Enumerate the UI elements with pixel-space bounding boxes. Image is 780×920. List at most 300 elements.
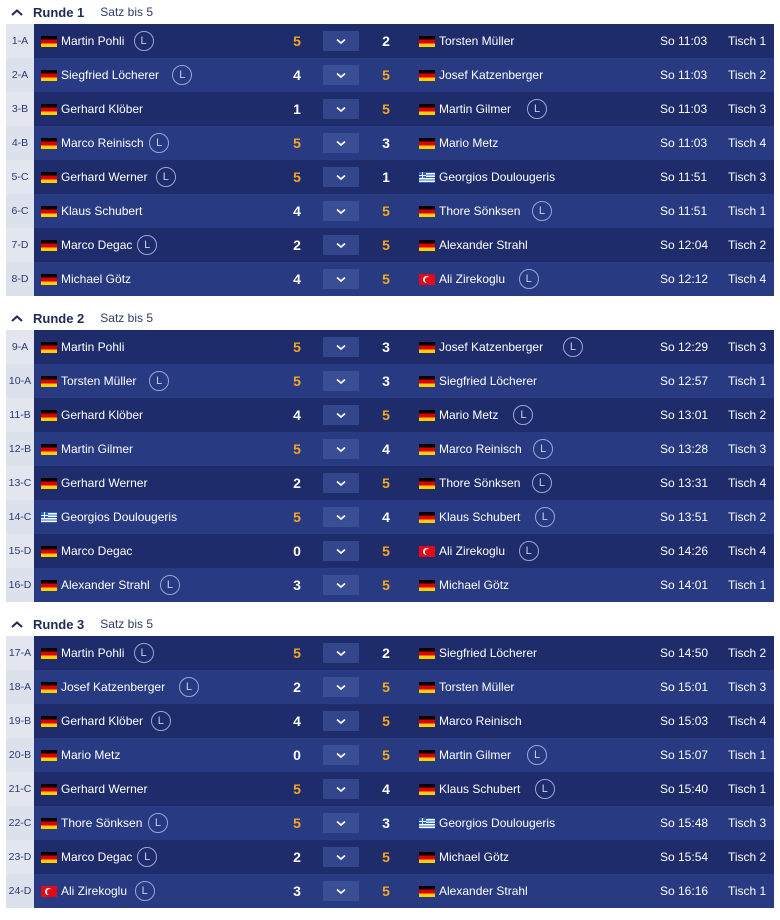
round-header[interactable] bbox=[0, 306, 780, 330]
player-one-score: 5 bbox=[293, 135, 301, 151]
table-number: Tisch 4 bbox=[728, 714, 767, 728]
player-one-score: 4 bbox=[293, 67, 301, 83]
table-number: Tisch 1 bbox=[728, 204, 767, 218]
player-two-score: 5 bbox=[382, 747, 390, 763]
table-number: Tisch 1 bbox=[728, 34, 767, 48]
chevron-down-icon bbox=[335, 446, 347, 453]
player-one-name[interactable]: Ali Zirekoglu bbox=[61, 884, 128, 898]
match-time: So 14:26 bbox=[660, 544, 709, 558]
match-time: So 13:01 bbox=[660, 408, 709, 422]
l-badge-icon: L bbox=[172, 65, 192, 85]
l-badge-icon: L bbox=[135, 881, 155, 901]
table-number: Tisch 4 bbox=[728, 136, 767, 150]
player-two-score: 2 bbox=[382, 645, 390, 661]
player-one-name[interactable]: Gerhard Klöber bbox=[61, 714, 144, 728]
player-two-score: 5 bbox=[382, 849, 390, 865]
gr-flag-icon bbox=[419, 172, 435, 183]
match-time: So 13:31 bbox=[660, 476, 709, 490]
match-code: 11-B bbox=[6, 398, 34, 432]
player-two-name[interactable]: Michael Götz bbox=[439, 578, 510, 592]
table-number: Tisch 3 bbox=[728, 442, 767, 456]
match-code: 23-D bbox=[6, 840, 34, 874]
l-badge-icon: L bbox=[134, 643, 154, 663]
table-number: Tisch 2 bbox=[728, 68, 767, 82]
de-flag-icon bbox=[41, 580, 57, 591]
match-time: So 11:03 bbox=[660, 68, 708, 82]
de-flag-icon bbox=[41, 716, 57, 727]
match-row[interactable] bbox=[6, 534, 774, 568]
player-two-name[interactable]: Marco Reinisch bbox=[439, 714, 522, 728]
player-one-name[interactable]: Martin Pohli bbox=[61, 34, 125, 48]
expand-match-button[interactable] bbox=[323, 167, 359, 187]
match-time: So 14:01 bbox=[660, 578, 709, 592]
player-two-name[interactable]: Siegfried Löcherer bbox=[439, 646, 538, 660]
chevron-up-icon[interactable] bbox=[10, 7, 26, 17]
match-time: So 11:03 bbox=[660, 136, 708, 150]
chevron-down-icon bbox=[335, 276, 347, 283]
player-two-name[interactable]: Torsten Müller bbox=[439, 680, 515, 694]
match-row[interactable] bbox=[6, 806, 774, 840]
de-flag-icon bbox=[419, 444, 435, 455]
de-flag-icon bbox=[419, 410, 435, 421]
player-one-score: 4 bbox=[293, 713, 301, 729]
l-badge-icon: L bbox=[149, 371, 169, 391]
player-one-score: 5 bbox=[293, 169, 301, 185]
de-flag-icon bbox=[41, 274, 57, 285]
player-one-name[interactable]: Martin Pohli bbox=[61, 646, 125, 660]
l-badge-icon: L bbox=[137, 235, 157, 255]
expand-match-button[interactable] bbox=[323, 439, 359, 459]
round-title: Runde 3 bbox=[33, 616, 85, 632]
expand-match-button[interactable] bbox=[323, 235, 359, 255]
match-table bbox=[6, 330, 774, 602]
player-one-name[interactable]: Gerhard Klöber bbox=[61, 408, 144, 422]
l-badge-icon: L bbox=[519, 541, 539, 561]
match-row[interactable] bbox=[6, 568, 774, 602]
chevron-down-icon bbox=[335, 548, 347, 555]
match-code: 13-C bbox=[6, 466, 34, 500]
table-number: Tisch 2 bbox=[728, 850, 767, 864]
match-time: So 11:51 bbox=[660, 170, 708, 184]
de-flag-icon bbox=[41, 342, 57, 353]
de-flag-icon bbox=[41, 240, 57, 251]
de-flag-icon bbox=[419, 240, 435, 251]
player-one-name[interactable]: Marco Degac bbox=[61, 238, 133, 252]
player-one-score: 1 bbox=[293, 101, 301, 117]
player-one-score: 5 bbox=[293, 441, 301, 457]
player-one-score: 4 bbox=[293, 271, 301, 287]
chevron-down-icon bbox=[335, 140, 347, 147]
match-row[interactable] bbox=[6, 330, 774, 364]
match-time: So 13:51 bbox=[660, 510, 709, 524]
player-two-name[interactable]: Ali Zirekoglu bbox=[439, 544, 506, 558]
expand-match-button[interactable] bbox=[323, 813, 359, 833]
de-flag-icon bbox=[41, 444, 57, 455]
expand-match-button[interactable] bbox=[323, 745, 359, 765]
match-row[interactable] bbox=[6, 160, 774, 194]
player-one-name[interactable]: Marco Degac bbox=[61, 850, 133, 864]
player-two-score: 1 bbox=[382, 169, 390, 185]
player-one-name[interactable]: Gerhard Werner bbox=[61, 782, 148, 796]
l-badge-icon: L bbox=[533, 439, 553, 459]
player-two-name[interactable]: Torsten Müller bbox=[439, 34, 515, 48]
table-number: Tisch 3 bbox=[728, 680, 767, 694]
l-badge-icon: L bbox=[527, 99, 547, 119]
de-flag-icon bbox=[419, 104, 435, 115]
chevron-down-icon bbox=[335, 412, 347, 419]
player-two-score: 3 bbox=[382, 815, 390, 831]
table-number: Tisch 1 bbox=[728, 374, 767, 388]
match-time: So 12:57 bbox=[660, 374, 709, 388]
expand-match-button[interactable] bbox=[323, 133, 359, 153]
table-number: Tisch 1 bbox=[728, 748, 767, 762]
player-two-name[interactable]: Thore Sönksen bbox=[439, 204, 521, 218]
match-row[interactable] bbox=[6, 840, 774, 874]
expand-match-button[interactable] bbox=[323, 575, 359, 595]
player-two-score: 5 bbox=[382, 101, 390, 117]
de-flag-icon bbox=[419, 682, 435, 693]
player-one-name[interactable]: Klaus Schubert bbox=[61, 204, 143, 218]
de-flag-icon bbox=[41, 818, 57, 829]
l-badge-icon: L bbox=[151, 711, 171, 731]
player-one-name[interactable]: Michael Götz bbox=[61, 272, 132, 286]
expand-match-button[interactable] bbox=[323, 99, 359, 119]
de-flag-icon bbox=[41, 852, 57, 863]
match-row[interactable] bbox=[6, 432, 774, 466]
match-code: 8-D bbox=[6, 262, 34, 296]
l-badge-icon: L bbox=[156, 167, 176, 187]
player-one-score: 5 bbox=[293, 781, 301, 797]
l-badge-icon: L bbox=[149, 133, 169, 153]
player-two-score: 5 bbox=[382, 237, 390, 253]
player-one-score: 5 bbox=[293, 645, 301, 661]
chevron-down-icon bbox=[335, 242, 347, 249]
player-two-score: 4 bbox=[382, 441, 390, 457]
player-one-score: 4 bbox=[293, 407, 301, 423]
match-time: So 16:16 bbox=[660, 884, 709, 898]
chevron-down-icon bbox=[335, 514, 347, 521]
expand-match-button[interactable] bbox=[323, 405, 359, 425]
match-time: So 11:51 bbox=[660, 204, 708, 218]
player-two-score: 5 bbox=[382, 713, 390, 729]
de-flag-icon bbox=[41, 36, 57, 47]
gr-flag-icon bbox=[419, 818, 435, 829]
de-flag-icon bbox=[41, 172, 57, 183]
de-flag-icon bbox=[419, 716, 435, 727]
match-row[interactable] bbox=[6, 364, 774, 398]
de-flag-icon bbox=[41, 70, 57, 81]
player-one-score: 3 bbox=[293, 577, 301, 593]
expand-match-button[interactable] bbox=[323, 65, 359, 85]
match-row[interactable] bbox=[6, 262, 774, 296]
player-one-name[interactable]: Torsten Müller bbox=[61, 374, 137, 388]
player-two-score: 3 bbox=[382, 373, 390, 389]
match-code: 18-A bbox=[6, 670, 34, 704]
match-time: So 15:03 bbox=[660, 714, 709, 728]
l-badge-icon: L bbox=[160, 575, 180, 595]
expand-match-button[interactable] bbox=[323, 779, 359, 799]
chevron-down-icon bbox=[335, 854, 347, 861]
player-one-score: 2 bbox=[293, 679, 301, 695]
table-number: Tisch 1 bbox=[728, 782, 767, 796]
player-two-score: 5 bbox=[382, 203, 390, 219]
match-row[interactable] bbox=[6, 738, 774, 772]
de-flag-icon bbox=[41, 206, 57, 217]
expand-match-button[interactable] bbox=[323, 643, 359, 663]
player-two-score: 5 bbox=[382, 407, 390, 423]
tr-flag-icon bbox=[419, 274, 435, 285]
match-code: 24-D bbox=[6, 874, 34, 908]
l-badge-icon: L bbox=[519, 269, 539, 289]
match-time: So 12:12 bbox=[660, 272, 709, 286]
chevron-down-icon bbox=[335, 106, 347, 113]
match-time: So 15:40 bbox=[660, 782, 709, 796]
player-one-score: 5 bbox=[293, 509, 301, 525]
table-number: Tisch 3 bbox=[728, 340, 767, 354]
l-badge-icon: L bbox=[134, 31, 154, 51]
match-code: 14-C bbox=[6, 500, 34, 534]
match-code: 3-B bbox=[6, 92, 34, 126]
expand-match-button[interactable] bbox=[323, 201, 359, 221]
player-two-score: 5 bbox=[382, 883, 390, 899]
player-two-score: 3 bbox=[382, 339, 390, 355]
table-number: Tisch 4 bbox=[728, 272, 767, 286]
player-one-name[interactable]: Gerhard Klöber bbox=[61, 102, 144, 116]
expand-match-button[interactable] bbox=[323, 31, 359, 51]
match-row[interactable] bbox=[6, 874, 774, 908]
player-one-name[interactable]: Gerhard Werner bbox=[61, 476, 148, 490]
expand-match-button[interactable] bbox=[323, 711, 359, 731]
de-flag-icon bbox=[41, 682, 57, 693]
player-two-score: 2 bbox=[382, 33, 390, 49]
player-two-name[interactable]: Marco Reinisch bbox=[439, 442, 522, 456]
player-one-score: 2 bbox=[293, 475, 301, 491]
table-number: Tisch 4 bbox=[728, 544, 767, 558]
match-row[interactable] bbox=[6, 126, 774, 160]
player-one-score: 5 bbox=[293, 339, 301, 355]
de-flag-icon bbox=[419, 648, 435, 659]
l-badge-icon: L bbox=[513, 405, 533, 425]
chevron-up-icon[interactable] bbox=[10, 619, 26, 629]
de-flag-icon bbox=[419, 580, 435, 591]
chevron-down-icon bbox=[335, 786, 347, 793]
match-time: So 12:04 bbox=[660, 238, 709, 252]
match-time: So 12:29 bbox=[660, 340, 709, 354]
player-two-name[interactable]: Josef Katzenberger bbox=[439, 340, 544, 354]
chevron-down-icon bbox=[335, 378, 347, 385]
match-table bbox=[6, 24, 774, 296]
de-flag-icon bbox=[419, 138, 435, 149]
match-time: So 11:03 bbox=[660, 102, 708, 116]
match-code: 5-C bbox=[6, 160, 34, 194]
player-one-name[interactable]: Josef Katzenberger bbox=[61, 680, 166, 694]
player-one-name[interactable]: Martin Gilmer bbox=[61, 442, 134, 456]
de-flag-icon bbox=[41, 750, 57, 761]
match-code: 2-A bbox=[6, 58, 34, 92]
de-flag-icon bbox=[41, 104, 57, 115]
player-one-score: 0 bbox=[293, 747, 301, 763]
de-flag-icon bbox=[41, 410, 57, 421]
player-two-name[interactable]: Georgios Doulougeris bbox=[439, 170, 556, 184]
chevron-down-icon bbox=[335, 650, 347, 657]
match-code: 17-A bbox=[6, 636, 34, 670]
match-row[interactable] bbox=[6, 398, 774, 432]
player-two-name[interactable]: Klaus Schubert bbox=[439, 510, 521, 524]
player-one-name[interactable]: Gerhard Werner bbox=[61, 170, 148, 184]
player-two-name[interactable]: Thore Sönksen bbox=[439, 476, 521, 490]
de-flag-icon bbox=[419, 206, 435, 217]
expand-match-button[interactable] bbox=[323, 473, 359, 493]
match-row[interactable] bbox=[6, 58, 774, 92]
player-one-name[interactable]: Georgios Doulougeris bbox=[61, 510, 178, 524]
player-two-name[interactable]: Alexander Strahl bbox=[439, 238, 528, 252]
player-two-name[interactable]: Mario Metz bbox=[439, 136, 499, 150]
player-one-name[interactable]: Marco Degac bbox=[61, 544, 133, 558]
round-set-rule: Satz bis 5 bbox=[100, 5, 153, 19]
round-header[interactable] bbox=[0, 612, 780, 636]
player-two-score: 5 bbox=[382, 543, 390, 559]
player-two-name[interactable]: Josef Katzenberger bbox=[439, 68, 544, 82]
match-time: So 15:48 bbox=[660, 816, 709, 830]
chevron-down-icon bbox=[335, 582, 347, 589]
expand-match-button[interactable] bbox=[323, 881, 359, 901]
table-number: Tisch 1 bbox=[728, 578, 767, 592]
round-title: Runde 2 bbox=[33, 310, 85, 326]
chevron-down-icon bbox=[335, 752, 347, 759]
match-row[interactable] bbox=[6, 92, 774, 126]
l-badge-icon: L bbox=[532, 473, 552, 493]
player-one-name[interactable]: Martin Pohli bbox=[61, 340, 125, 354]
match-code: 19-B bbox=[6, 704, 34, 738]
table-number: Tisch 3 bbox=[728, 102, 767, 116]
chevron-down-icon bbox=[335, 38, 347, 45]
player-one-score: 3 bbox=[293, 883, 301, 899]
player-two-name[interactable]: Klaus Schubert bbox=[439, 782, 521, 796]
de-flag-icon bbox=[419, 376, 435, 387]
table-number: Tisch 3 bbox=[728, 816, 767, 830]
match-time: So 15:07 bbox=[660, 748, 709, 762]
l-badge-icon: L bbox=[137, 847, 157, 867]
table-number: Tisch 2 bbox=[728, 408, 767, 422]
player-one-name[interactable]: Mario Metz bbox=[61, 748, 121, 762]
chevron-down-icon bbox=[335, 344, 347, 351]
player-two-score: 5 bbox=[382, 67, 390, 83]
player-one-name[interactable]: Marco Reinisch bbox=[61, 136, 144, 150]
chevron-down-icon bbox=[335, 208, 347, 215]
match-row[interactable] bbox=[6, 704, 774, 738]
player-two-name[interactable]: Michael Götz bbox=[439, 850, 510, 864]
expand-match-button[interactable] bbox=[323, 269, 359, 289]
match-row[interactable] bbox=[6, 670, 774, 704]
player-one-name[interactable]: Thore Sönksen bbox=[61, 816, 143, 830]
match-code: 21-C bbox=[6, 772, 34, 806]
match-row[interactable] bbox=[6, 24, 774, 58]
expand-match-button[interactable] bbox=[323, 337, 359, 357]
player-two-name[interactable]: Martin Gilmer bbox=[439, 102, 512, 116]
expand-match-button[interactable] bbox=[323, 371, 359, 391]
player-one-score: 2 bbox=[293, 237, 301, 253]
match-code: 9-A bbox=[6, 330, 34, 364]
match-time: So 14:50 bbox=[660, 646, 709, 660]
round-set-rule: Satz bis 5 bbox=[100, 311, 153, 325]
match-code: 12-B bbox=[6, 432, 34, 466]
expand-match-button[interactable] bbox=[323, 677, 359, 697]
player-two-name[interactable]: Ali Zirekoglu bbox=[439, 272, 506, 286]
expand-match-button[interactable] bbox=[323, 541, 359, 561]
expand-match-button[interactable] bbox=[323, 507, 359, 527]
player-two-score: 3 bbox=[382, 135, 390, 151]
l-badge-icon: L bbox=[563, 337, 583, 357]
player-one-score: 0 bbox=[293, 543, 301, 559]
player-two-name[interactable]: Georgios Doulougeris bbox=[439, 816, 556, 830]
l-badge-icon: L bbox=[535, 779, 555, 799]
match-row[interactable] bbox=[6, 228, 774, 262]
de-flag-icon bbox=[419, 512, 435, 523]
player-two-score: 4 bbox=[382, 781, 390, 797]
round-spacer bbox=[0, 602, 780, 612]
player-two-name[interactable]: Alexander Strahl bbox=[439, 884, 528, 898]
match-table bbox=[6, 636, 774, 908]
match-row[interactable] bbox=[6, 772, 774, 806]
player-one-score: 4 bbox=[293, 203, 301, 219]
expand-match-button[interactable] bbox=[323, 847, 359, 867]
match-row[interactable] bbox=[6, 636, 774, 670]
l-badge-icon: L bbox=[527, 745, 547, 765]
de-flag-icon bbox=[419, 886, 435, 897]
player-one-name[interactable]: Alexander Strahl bbox=[61, 578, 150, 592]
de-flag-icon bbox=[41, 376, 57, 387]
match-code: 22-C bbox=[6, 806, 34, 840]
player-one-name[interactable]: Siegfried Löcherer bbox=[61, 68, 160, 82]
de-flag-icon bbox=[419, 784, 435, 795]
chevron-down-icon bbox=[335, 684, 347, 691]
match-code: 7-D bbox=[6, 228, 34, 262]
l-badge-icon: L bbox=[535, 507, 555, 527]
match-code: 20-B bbox=[6, 738, 34, 772]
player-one-score: 5 bbox=[293, 373, 301, 389]
player-two-name[interactable]: Mario Metz bbox=[439, 408, 499, 422]
player-two-score: 5 bbox=[382, 475, 390, 491]
table-number: Tisch 1 bbox=[728, 884, 767, 898]
de-flag-icon bbox=[419, 70, 435, 81]
match-row[interactable] bbox=[6, 500, 774, 534]
chevron-up-icon[interactable] bbox=[10, 313, 26, 323]
match-row[interactable] bbox=[6, 194, 774, 228]
de-flag-icon bbox=[41, 648, 57, 659]
match-time: So 11:03 bbox=[660, 34, 708, 48]
table-number: Tisch 4 bbox=[728, 476, 767, 490]
chevron-down-icon bbox=[335, 72, 347, 79]
tr-flag-icon bbox=[419, 546, 435, 557]
player-two-score: 5 bbox=[382, 577, 390, 593]
round-set-rule: Satz bis 5 bbox=[100, 617, 153, 631]
chevron-down-icon bbox=[335, 888, 347, 895]
player-one-score: 5 bbox=[293, 33, 301, 49]
table-number: Tisch 3 bbox=[728, 170, 767, 184]
de-flag-icon bbox=[41, 546, 57, 557]
de-flag-icon bbox=[419, 342, 435, 353]
player-two-name[interactable]: Martin Gilmer bbox=[439, 748, 512, 762]
l-badge-icon: L bbox=[532, 201, 552, 221]
match-row[interactable] bbox=[6, 466, 774, 500]
player-two-name[interactable]: Siegfried Löcherer bbox=[439, 374, 538, 388]
match-time: So 15:54 bbox=[660, 850, 709, 864]
de-flag-icon bbox=[419, 478, 435, 489]
de-flag-icon bbox=[41, 478, 57, 489]
chevron-down-icon bbox=[335, 718, 347, 725]
round-header[interactable] bbox=[0, 0, 780, 24]
round-title: Runde 1 bbox=[33, 4, 85, 20]
